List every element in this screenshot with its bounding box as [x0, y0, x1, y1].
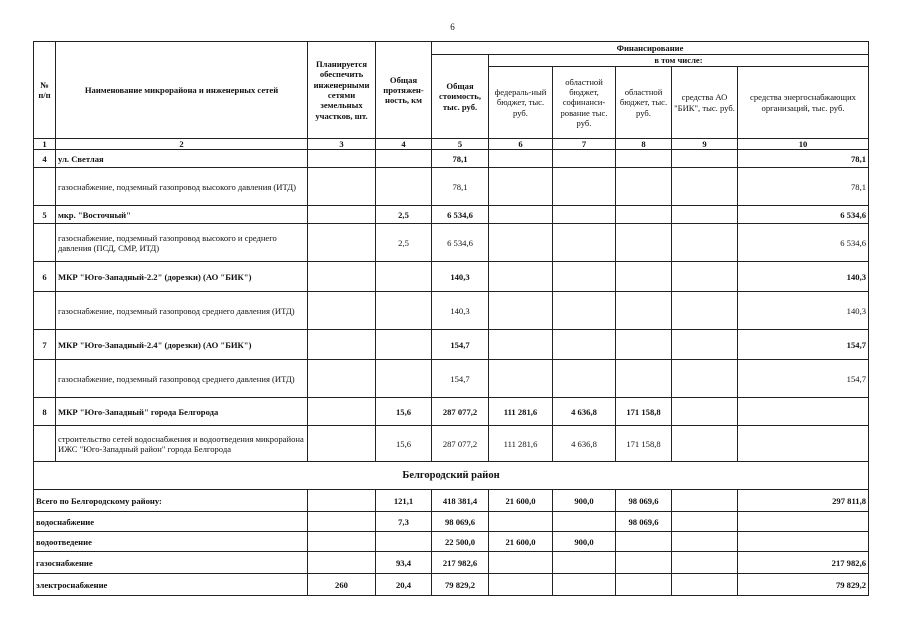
row-regional — [616, 168, 672, 206]
summary-bik — [672, 552, 738, 574]
summary-total-cost: 22 500,0 — [432, 532, 489, 552]
row-name: МКР "Юго-Западный-2.4" (дорезки) (АО "БИК") — [56, 330, 308, 360]
row-plots — [308, 426, 376, 462]
summary-regional: 98 069,6 — [616, 512, 672, 532]
row-number — [34, 426, 56, 462]
row-number: 7 — [34, 330, 56, 360]
row-regional — [616, 292, 672, 330]
summary-total-cost: 79 829,2 — [432, 574, 489, 596]
row-plots — [308, 262, 376, 292]
summary-length: 93,4 — [376, 552, 432, 574]
summary-bik — [672, 574, 738, 596]
summary-name: электроснабжение — [34, 574, 308, 596]
row-bik — [672, 398, 738, 426]
row-regional-cofinancing — [553, 150, 616, 168]
row-federal — [489, 206, 553, 224]
row-total-cost: 154,7 — [432, 330, 489, 360]
row-energy: 6 534,6 — [738, 224, 869, 262]
table-row-district — [34, 330, 869, 360]
summary-regional-cofinancing — [553, 552, 616, 574]
row-regional-cofinancing — [553, 168, 616, 206]
column-number: 6 — [489, 139, 553, 150]
row-total-cost: 78,1 — [432, 168, 489, 206]
summary-length: 121,1 — [376, 490, 432, 512]
header-bik: средства АО "БИК", тыс. руб. — [672, 67, 738, 139]
column-number: 3 — [308, 139, 376, 150]
row-bik — [672, 168, 738, 206]
summary-energy: 79 829,2 — [738, 574, 869, 596]
column-number: 5 — [432, 139, 489, 150]
row-bik — [672, 292, 738, 330]
row-regional — [616, 224, 672, 262]
row-plots — [308, 206, 376, 224]
row-federal: 111 281,6 — [489, 426, 553, 462]
row-length: 15,6 — [376, 426, 432, 462]
table-row-district — [34, 206, 869, 224]
column-number-row — [34, 139, 869, 150]
region-title: Белгородский район — [34, 462, 869, 490]
row-energy: 78,1 — [738, 168, 869, 206]
table-row-summary — [34, 512, 869, 532]
row-total-cost: 6 534,6 — [432, 206, 489, 224]
summary-energy — [738, 532, 869, 552]
summary-regional-cofinancing — [553, 574, 616, 596]
row-bik — [672, 426, 738, 462]
row-energy — [738, 398, 869, 426]
row-regional: 171 158,8 — [616, 426, 672, 462]
row-length: 2,5 — [376, 224, 432, 262]
row-length — [376, 292, 432, 330]
row-name: газоснабжение, подземный газопровод высокого давления (ИТД) — [56, 168, 308, 206]
row-regional-cofinancing — [553, 206, 616, 224]
row-bik — [672, 262, 738, 292]
row-regional-cofinancing: 4 636,8 — [553, 398, 616, 426]
row-plots — [308, 330, 376, 360]
row-regional-cofinancing — [553, 262, 616, 292]
row-bik — [672, 150, 738, 168]
row-federal — [489, 150, 553, 168]
row-total-cost: 140,3 — [432, 262, 489, 292]
financing-table — [33, 41, 869, 596]
row-energy — [738, 426, 869, 462]
header-energy: средства энергоснабжающих организаций, тыс. руб. — [738, 67, 869, 139]
row-name: мкр. "Восточный" — [56, 206, 308, 224]
row-name: строительство сетей водоснабжения и водоотведения микрорайона ИЖС "Юго-Западный район" города Белгорода — [56, 426, 308, 462]
summary-federal: 21 600,0 — [489, 532, 553, 552]
column-number: 2 — [56, 139, 308, 150]
row-federal: 111 281,6 — [489, 398, 553, 426]
row-energy: 154,7 — [738, 330, 869, 360]
header-regional-cofinancing: областной бюджет, софинанси-рование тыс. руб. — [553, 67, 616, 139]
summary-total-cost: 217 982,6 — [432, 552, 489, 574]
summary-regional-cofinancing: 900,0 — [553, 490, 616, 512]
row-number: 4 — [34, 150, 56, 168]
summary-total-cost: 418 381,4 — [432, 490, 489, 512]
summary-regional: 98 069,6 — [616, 490, 672, 512]
table-row-network — [34, 360, 869, 398]
row-name: газоснабжение, подземный газопровод высокого и среднего давления (ПСД, СМР, ИТД) — [56, 224, 308, 262]
summary-bik — [672, 512, 738, 532]
summary-regional-cofinancing: 900,0 — [553, 532, 616, 552]
summary-regional-cofinancing — [553, 512, 616, 532]
row-plots — [308, 360, 376, 398]
header-number: № п/п — [34, 42, 56, 139]
row-length — [376, 150, 432, 168]
header-regional: областной бюджет, тыс. руб. — [616, 67, 672, 139]
table-row-summary — [34, 552, 869, 574]
table-row-network — [34, 426, 869, 462]
summary-bik — [672, 490, 738, 512]
summary-plots — [308, 512, 376, 532]
summary-name: водоснабжение — [34, 512, 308, 532]
row-regional-cofinancing: 4 636,8 — [553, 426, 616, 462]
table-row-summary — [34, 574, 869, 596]
row-federal — [489, 360, 553, 398]
row-name: ул. Светлая — [56, 150, 308, 168]
row-federal — [489, 262, 553, 292]
summary-plots: 260 — [308, 574, 376, 596]
row-length — [376, 262, 432, 292]
row-name: газоснабжение, подземный газопровод среднего давления (ИТД) — [56, 292, 308, 330]
header-total-cost: Общая стоимость, тыс. руб. — [432, 55, 489, 139]
row-total-cost: 287 077,2 — [432, 426, 489, 462]
row-total-cost: 287 077,2 — [432, 398, 489, 426]
summary-federal — [489, 552, 553, 574]
summary-name: Всего по Белгородскому району: — [34, 490, 308, 512]
summary-energy: 297 811,8 — [738, 490, 869, 512]
row-name: газоснабжение, подземный газопровод среднего давления (ИТД) — [56, 360, 308, 398]
column-number: 8 — [616, 139, 672, 150]
table-row-district — [34, 150, 869, 168]
header-plots: Планируется обеспечить инженерными сетями земельных участков, шт. — [308, 42, 376, 139]
summary-length: 7,3 — [376, 512, 432, 532]
page-number: 6 — [450, 22, 455, 32]
row-total-cost: 140,3 — [432, 292, 489, 330]
summary-regional — [616, 552, 672, 574]
row-length — [376, 360, 432, 398]
row-regional — [616, 206, 672, 224]
row-plots — [308, 224, 376, 262]
row-regional-cofinancing — [553, 292, 616, 330]
row-energy: 6 534,6 — [738, 206, 869, 224]
row-length — [376, 330, 432, 360]
row-regional: 171 158,8 — [616, 398, 672, 426]
row-plots — [308, 150, 376, 168]
table-row-network — [34, 168, 869, 206]
row-total-cost: 6 534,6 — [432, 224, 489, 262]
summary-name: водоотведение — [34, 532, 308, 552]
table-row-summary — [34, 532, 869, 552]
column-number: 4 — [376, 139, 432, 150]
summary-plots — [308, 552, 376, 574]
header-federal: федераль-ный бюджет, тыс. руб. — [489, 67, 553, 139]
table-row-network — [34, 224, 869, 262]
summary-energy — [738, 512, 869, 532]
row-total-cost: 78,1 — [432, 150, 489, 168]
row-number — [34, 168, 56, 206]
summary-plots — [308, 490, 376, 512]
row-bik — [672, 206, 738, 224]
row-energy: 140,3 — [738, 292, 869, 330]
summary-federal — [489, 574, 553, 596]
header-financing: Финансирование — [432, 42, 869, 55]
row-total-cost: 154,7 — [432, 360, 489, 398]
row-regional-cofinancing — [553, 330, 616, 360]
summary-plots — [308, 532, 376, 552]
row-plots — [308, 292, 376, 330]
summary-federal: 21 600,0 — [489, 490, 553, 512]
row-federal — [489, 168, 553, 206]
header-name: Наименование микрорайона и инженерных сетей — [56, 42, 308, 139]
row-federal — [489, 292, 553, 330]
row-federal — [489, 330, 553, 360]
row-number — [34, 224, 56, 262]
table-row-network — [34, 292, 869, 330]
row-number: 8 — [34, 398, 56, 426]
summary-length: 20,4 — [376, 574, 432, 596]
row-bik — [672, 224, 738, 262]
column-number: 7 — [553, 139, 616, 150]
summary-length — [376, 532, 432, 552]
row-number: 5 — [34, 206, 56, 224]
row-name: МКР "Юго-Западный" города Белгорода — [56, 398, 308, 426]
row-number — [34, 360, 56, 398]
row-number — [34, 292, 56, 330]
column-number: 9 — [672, 139, 738, 150]
summary-federal — [489, 512, 553, 532]
summary-energy: 217 982,6 — [738, 552, 869, 574]
summary-regional — [616, 532, 672, 552]
row-length — [376, 168, 432, 206]
row-energy: 78,1 — [738, 150, 869, 168]
row-regional — [616, 330, 672, 360]
table-row-total — [34, 490, 869, 512]
row-name: МКР "Юго-Западный-2.2" (дорезки) (АО "БИК") — [56, 262, 308, 292]
column-number: 10 — [738, 139, 869, 150]
table-row-district — [34, 262, 869, 292]
row-regional — [616, 262, 672, 292]
row-regional — [616, 150, 672, 168]
row-bik — [672, 330, 738, 360]
table-row-district — [34, 398, 869, 426]
row-length: 15,6 — [376, 398, 432, 426]
row-regional-cofinancing — [553, 224, 616, 262]
row-federal — [489, 224, 553, 262]
row-number: 6 — [34, 262, 56, 292]
row-plots — [308, 168, 376, 206]
summary-name: газоснабжение — [34, 552, 308, 574]
row-energy: 154,7 — [738, 360, 869, 398]
column-number: 1 — [34, 139, 56, 150]
summary-total-cost: 98 069,6 — [432, 512, 489, 532]
header-including: в том числе: — [489, 55, 869, 67]
row-energy: 140,3 — [738, 262, 869, 292]
row-regional-cofinancing — [553, 360, 616, 398]
summary-bik — [672, 532, 738, 552]
header-length: Общая протяжен-ность, км — [376, 42, 432, 139]
row-plots — [308, 398, 376, 426]
row-regional — [616, 360, 672, 398]
summary-regional — [616, 574, 672, 596]
row-length: 2,5 — [376, 206, 432, 224]
row-bik — [672, 360, 738, 398]
